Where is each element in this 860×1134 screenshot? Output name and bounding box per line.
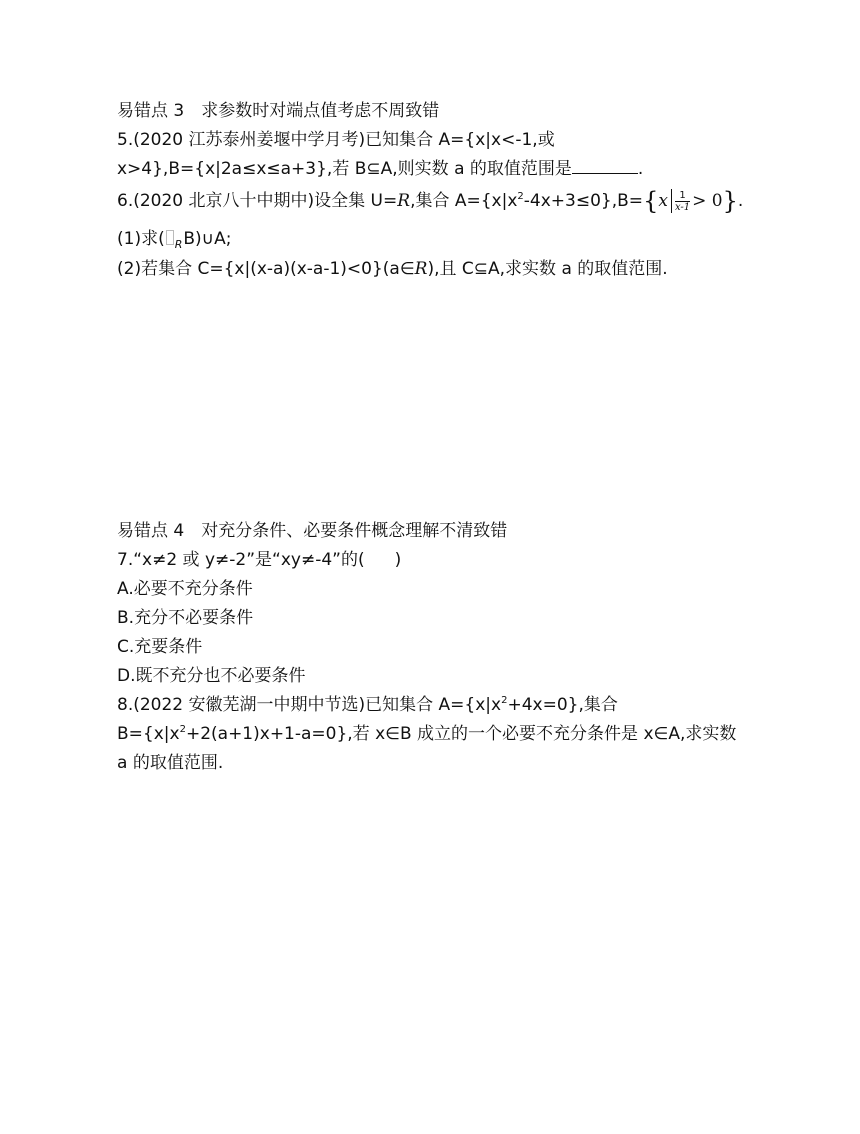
q6-end: . — [737, 191, 744, 211]
q5-line-1: 5.(2020 江苏泰州姜堰中学月考)已知集合 A={x|x<-1,或 — [117, 130, 555, 150]
set-variable: x — [658, 191, 668, 211]
q6-sub2-prefix: (2)若集合 C={x|(x-a)(x-a-1)<0}(a∈ — [117, 259, 415, 279]
q6-sub2-real-set: R — [414, 259, 428, 279]
q8-line-1 — [117, 694, 618, 716]
q6-mid1: ,集合 A={x|x — [410, 191, 518, 211]
q8-line1-a: 8.(2022 安徽芜湖一中期中节选)已知集合 A={x|x — [117, 695, 502, 715]
q6-mid2: -4x+3≤0},B= — [523, 191, 644, 211]
q6-prefix: 6.(2020 北京八十中期中)设全集 U= — [117, 191, 398, 211]
q6-sub1-suffix: B)∪A; — [183, 229, 232, 249]
q7-stem — [117, 549, 401, 571]
q8-line2-b: +2(a+1)x+1-a=0},若 x∈B 成立的一个必要不充分条件是 x∈A,求实数 — [185, 724, 737, 744]
fraction — [675, 190, 690, 213]
q7-option-a: A.必要不充分条件 — [117, 579, 253, 599]
q5-end: . — [637, 159, 644, 179]
answer-blank — [572, 158, 638, 174]
q7-option-c: C.充要条件 — [117, 637, 203, 657]
q8-exponent-1: 2 — [501, 695, 508, 706]
q5-line-2 — [117, 158, 643, 180]
set-close-brace: } — [722, 187, 738, 215]
fraction-numerator: 1 — [675, 190, 690, 202]
q7-option-d: D.既不充分也不必要条件 — [117, 666, 306, 686]
set-bar — [671, 189, 672, 213]
q6-sub-2 — [117, 258, 668, 280]
q8-exponent-2: 2 — [179, 724, 186, 735]
q8-line-2 — [117, 723, 736, 745]
q6-sub-1 — [117, 228, 231, 256]
section-heading-4: 易错点 4 对充分条件、必要条件概念理解不清致错 — [117, 521, 508, 541]
q6-sub1-prefix: (1)求( — [117, 229, 165, 249]
complement-symbol-icon — [166, 230, 174, 245]
q8-line2-a: B={x|x — [117, 724, 180, 744]
q7-stem-b: ) — [394, 550, 402, 570]
set-open-brace: { — [643, 187, 659, 215]
q6-real-set: R — [397, 191, 411, 211]
section-heading-3: 易错点 3 求参数时对端点值考虑不周致错 — [117, 101, 440, 121]
q7-option-b: B.充分不必要条件 — [117, 608, 254, 628]
fraction-denominator: x-1 — [674, 201, 691, 213]
q6-sub2-suffix: ),且 C⊆A,求实数 a 的取值范围. — [427, 259, 668, 279]
q6-stem — [117, 189, 743, 213]
q8-line1-b: +4x=0},集合 — [507, 695, 618, 715]
q5-line-2-text: x>4},B={x|2a≤x≤a+3},若 B⊆A,则实数 a 的取值范围是 — [117, 159, 572, 179]
q6-exponent: 2 — [517, 191, 524, 202]
q8-line-3: a 的取值范围. — [117, 753, 224, 773]
complement-subscript: R — [174, 238, 183, 251]
q7-stem-a: 7.“x≠2 或 y≠-2”是“xy≠-4”的( — [117, 550, 365, 570]
set-inequality: > 0 — [692, 191, 723, 211]
